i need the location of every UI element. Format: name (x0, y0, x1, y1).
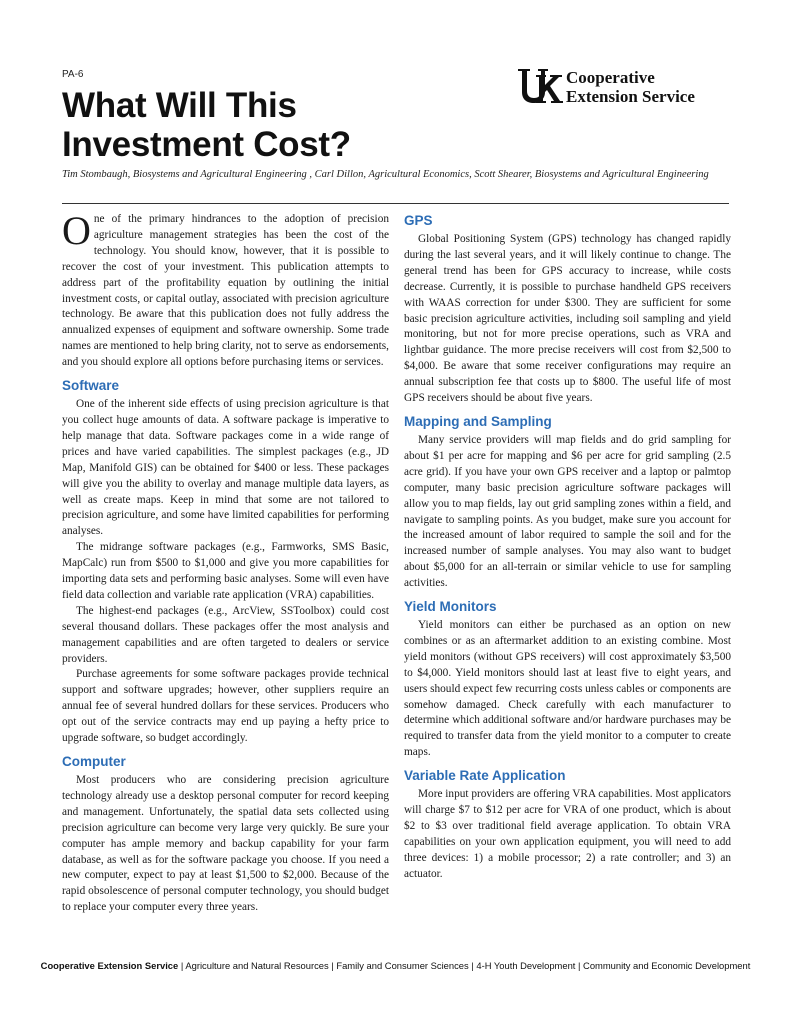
footer-sep: | (328, 960, 337, 971)
logo-line1: Cooperative (566, 68, 655, 87)
gps-heading: GPS (404, 213, 433, 228)
software-heading: Software (62, 378, 120, 394)
logo-wordmark (566, 68, 695, 106)
authors-line: Tim Stombaugh, Biosystems and Agricultural Engineering , Carl Dillon, Agricultural Economics, Scott Shearer, Biosystems and Agricultural Engineering (62, 169, 709, 180)
footer-org: Cooperative Extension Service (40, 960, 179, 971)
yield-heading: Yield Monitors (404, 599, 497, 615)
footer-unit-4: Community and Economic Development (583, 960, 751, 971)
footer-unit-2: Family and Consumer Sciences (336, 960, 469, 971)
logo-line2: Extension Service (566, 87, 695, 106)
intro-paragraph (62, 208, 389, 371)
footer-sep: | (468, 960, 477, 971)
page-footer (0, 960, 791, 971)
software-paragraph-2: The midrange software packages (e.g., Farmworks, SMS Basic, MapCalc) run from $500 to $1,000 and give you more capabilities for importing data sets and performing basic analyses. Some will even have field data collection and variable rate application (VRA) capabilities. (62, 541, 389, 601)
header-divider (62, 203, 729, 204)
page-title: What Will This Investment Cost? (62, 86, 351, 164)
intro-text: ne of the primary hindrances to the adoption of precision agriculture management strategies has been the cost of the technology. You should know, however, that it is possible to recover the cost of your investment. This publication attempts to address part of the profitability equation by outlining the initial investment costs, or capital outlay, associated with precision agriculture technology. Be aware that this publication does not fully address the annualized expenses of equipment and software ownership. Some trade names are mentioned to help bring clarity, not to serve as endorsements, and you should explore all options before purchasing items or services. (62, 213, 389, 369)
extension-logo (516, 67, 736, 107)
footer-unit-1: Agriculture and Natural Resources (185, 960, 329, 971)
vra-paragraph-1: More input providers are offering VRA capabilities. Most applicators will charge $7 to $12 per acre for VRA of one product, which is about $2 to $3 over traditional field average application. To obtain VRA capabilities on your own application equipment, you will need to add three devices: 1) a mobile processor; 2) a rate controller; and 3) an actuator. (404, 788, 732, 880)
footer-sep: | (178, 960, 186, 971)
gps-paragraph-1: Global Positioning System (GPS) technology has changed rapidly during the last several years, and it will likely continue to change. The general trend has been for GPS accuracy to increase, while costs decrease. Currently, it is possible to purchase handheld GPS receivers with WAAS correction for under $300. They are sufficient for some basic precision agriculture activities, including soil sampling and yield monitoring, but not for more precise operations, such as VRA and lightbar guidance. The more precise receivers will cost from $2,500 to $4,000. Be aware that some receiver configurations may require an annual subscription fee that costs up to $800. The useful life of most GPS receivers should be about five years. (404, 233, 731, 405)
computer-paragraph-1: Most producers who are considering precision agriculture technology already use a desktop personal computer for record keeping and management. Unfortunately, the spatial data sets collected using precision agriculture can become very large very quickly. Be sure your computer has ample memory and backup capability for your farm database, as well as for the software package you choose. If you need a new computer, expect to pay at least $1,500 to $2,000. Because of the rapid obsolescence of personal computer technology, you should budget to replace your computer every three years. (62, 774, 389, 914)
yield-paragraph-1: Yield monitors can either be purchased as an option on new combines or as an aftermarket addition to an existing combine. Most yield monitors (without GPS receivers) will cost approximately $3,500 to $4,000. Yield monitors should last at least five to eight years, and users should expect few recurring costs unless cables or components are somehow damaged. Check carefully with each manufacturer to determine which additional software and/or hardware purchases may be required to transfer data from the yield monitor to a computer to create maps. (404, 619, 731, 759)
publication-number: PA-6 (62, 69, 84, 80)
vra-heading: Variable Rate Application (404, 768, 566, 784)
software-paragraph-4: Purchase agreements for some software packages provide technical support and software upgrades; however, other suppliers require an annual fee of several hundred dollars for these services. Producers who opt out of the service contracts may end up paying a hefty price to upgrade software, so budget accordingly. (62, 668, 389, 745)
computer-heading: Computer (62, 754, 126, 769)
mapping-paragraph-1: Many service providers will map fields and do grid sampling for about $1 per acre for mapping and $6 per acre for grid sampling (2.5 acre grid). If you have your own GPS receiver and a laptop or palmtop computer, many basic precision agriculture software packages will allow you to map fields, lay out grid sampling zones within a field, and navigate to sampling points. As you budget, make sure you account for the increased amount of labor required to sample the soil and for the increased number of sample analyses. You may also want to budget about $5,000 for an all-terrain or similar vehicle to use for sampling activities. (404, 433, 731, 590)
software-paragraph-3: The highest-end packages (e.g., ArcView, SSToolbox) could cost several thousand dollars. These packages offer the most analysis and management capabilities and are often targeted to dealers or service providers. (62, 604, 389, 665)
footer-sep: | (575, 960, 584, 971)
mapping-heading: Mapping and Sampling (404, 413, 552, 429)
left-column (62, 208, 389, 916)
footer-unit-3: 4-H Youth Development (476, 960, 576, 971)
right-column (404, 212, 731, 883)
drop-cap: O (62, 208, 91, 253)
uk-logo-icon (516, 67, 564, 105)
software-paragraph-1: One of the inherent side effects of using precision agriculture is that you collect huge amounts of data. A software package is imperative to help manage that data. Software packages come in a wide range of prices and have varied capabilities. The simplest packages (e.g., JD Map, Manifold GIS) can be obtained for $400 or less. These packages will give you the ability to overlay and manage multiple data layers, as well as create maps. Keep in mind that some are not tailored to precision agriculture, and some have limited capabilities for performing analyses. (62, 398, 389, 538)
